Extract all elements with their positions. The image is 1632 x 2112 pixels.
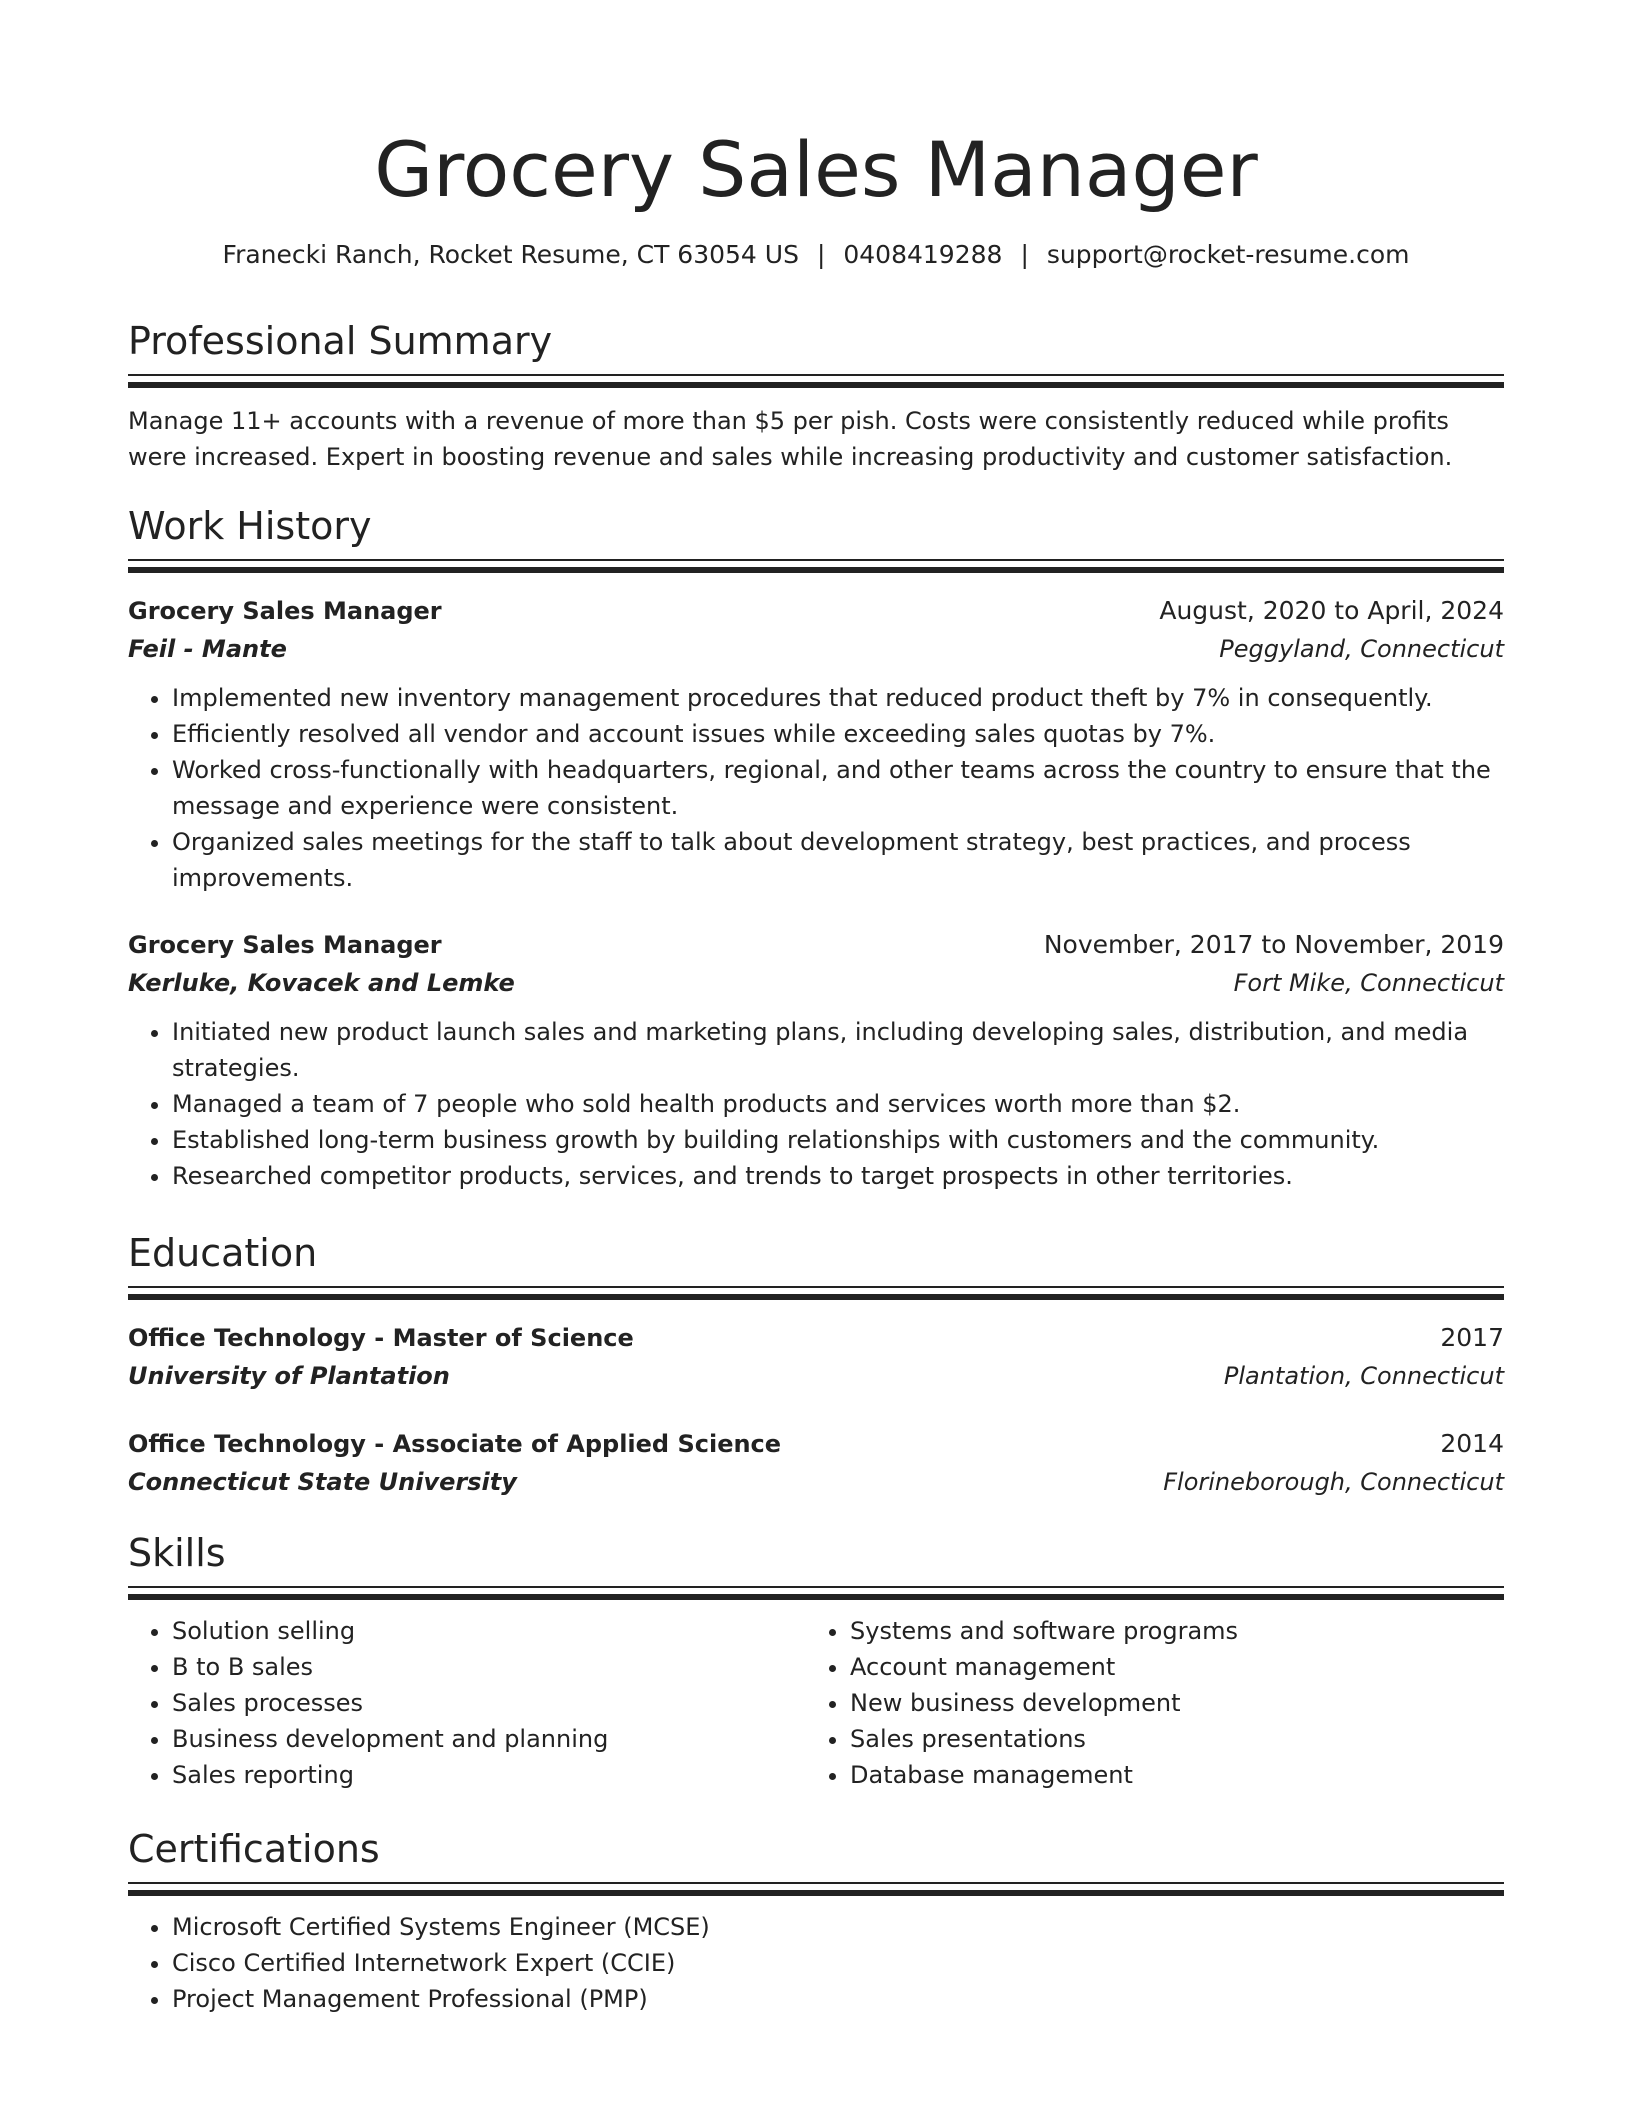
job-entry: [128, 592, 1504, 896]
summary-heading: Professional Summary: [128, 319, 553, 363]
job-title: Grocery Sales Manager: [128, 597, 442, 625]
education-location: Florineborough, Connecticut: [1163, 1468, 1504, 1496]
skill-item: • Sales processes: [172, 1685, 806, 1721]
skill-item: • Account management: [850, 1649, 1484, 1685]
skill-item: • Business development and planning: [172, 1721, 806, 1757]
education-school-row: [128, 1463, 1504, 1501]
skills-list-left: [128, 1613, 806, 1793]
resume-title: Grocery Sales Manager: [374, 125, 1258, 214]
section-divider: [128, 1286, 1504, 1301]
contact-email: support@rocket-resume.com: [1046, 240, 1410, 269]
job-entry: [128, 926, 1504, 1194]
skill-item: • Sales reporting: [172, 1757, 806, 1793]
skill-item: • Solution selling: [172, 1613, 806, 1649]
contact-address: Franecki Ranch, Rocket Resume, CT 63054 US: [222, 240, 799, 269]
skills-section: [128, 1528, 1504, 1793]
education-year: 2014: [1440, 1429, 1504, 1458]
skill-item: • Database management: [850, 1757, 1484, 1793]
summary-text: Manage 11+ accounts with a revenue of more than $5 per pish. Costs were consistently reduced while profits were increased. Expert in boosting revenue and sales while increasing productivity and customer satisfaction.: [128, 407, 1453, 471]
education-degree: Office Technology - Associate of Applied Science: [128, 1430, 782, 1458]
job-dates: November, 2017 to November, 2019: [1043, 930, 1504, 959]
job-bullet: • Researched competitor products, services, and trends to target prospects in other territories.: [172, 1158, 1504, 1194]
section-divider: [128, 559, 1504, 574]
job-bullet: • Managed a team of 7 people who sold health products and services worth more than $2.: [172, 1086, 1504, 1122]
skill-item: • B to B sales: [172, 1649, 806, 1685]
job-location: Fort Mike, Connecticut: [1233, 969, 1504, 997]
certification-item: • Microsoft Certified Systems Engineer (MCSE): [172, 1909, 1504, 1945]
job-bullets: [128, 680, 1504, 896]
job-location: Peggyland, Connecticut: [1219, 635, 1504, 663]
section-divider: [128, 374, 1504, 389]
job-title: Grocery Sales Manager: [128, 931, 442, 959]
work-history-section: [128, 501, 1504, 1194]
job-bullet: • Implemented new inventory management procedures that reduced product theft by 7% in consequently.: [172, 680, 1504, 716]
education-degree-row: [128, 1425, 1504, 1463]
education-school-row: [128, 1357, 1504, 1395]
contact-line: [128, 238, 1504, 272]
job-company-row: [128, 630, 1504, 668]
job-bullet: • Established long-term business growth by building relationships with customers and the community.: [172, 1122, 1504, 1158]
education-school: Connecticut State University: [128, 1468, 517, 1496]
skills-heading: Skills: [128, 1531, 226, 1575]
contact-phone: 0408419288: [843, 240, 1003, 269]
job-title-row: [128, 592, 1504, 630]
job-bullet: • Worked cross-functionally with headquarters, regional, and other teams across the country to ensure that the message and experience were consistent.: [172, 752, 1504, 824]
education-entry: [128, 1425, 1504, 1501]
skills-list-right: [806, 1613, 1484, 1793]
skill-item: • New business development: [850, 1685, 1484, 1721]
job-company: Kerluke, Kovacek and Lemke: [128, 969, 515, 997]
skill-item: • Sales presentations: [850, 1721, 1484, 1757]
job-company-row: [128, 964, 1504, 1002]
skills-grid: [128, 1613, 1504, 1793]
job-company: Feil - Mante: [128, 635, 287, 663]
education-school: University of Plantation: [128, 1362, 450, 1390]
section-divider: [128, 1882, 1504, 1897]
job-bullet: • Initiated new product launch sales and marketing plans, including developing sales, distribution, and media strategies.: [172, 1014, 1504, 1086]
education-year: 2017: [1440, 1323, 1504, 1352]
certification-item: • Project Management Professional (PMP): [172, 1981, 1504, 2017]
job-dates: August, 2020 to April, 2024: [1159, 596, 1504, 625]
section-divider: [128, 1586, 1504, 1601]
education-entry: [128, 1319, 1504, 1395]
job-title-row: [128, 926, 1504, 964]
certifications-section: [128, 1824, 1504, 2017]
certification-item: • Cisco Certified Internetwork Expert (CCIE): [172, 1945, 1504, 1981]
education-section: [128, 1228, 1504, 1501]
job-bullets: [128, 1014, 1504, 1194]
work-history-heading: Work History: [128, 504, 372, 548]
certifications-list: [128, 1909, 1504, 2017]
summary-section: [128, 316, 1504, 475]
job-bullet: • Efficiently resolved all vendor and account issues while exceeding sales quotas by 7%.: [172, 716, 1504, 752]
contact-separator: |: [1020, 240, 1029, 269]
skill-item: • Systems and software programs: [850, 1613, 1484, 1649]
education-degree: Office Technology - Master of Science: [128, 1324, 634, 1352]
certifications-heading: Certifications: [128, 1827, 380, 1871]
education-location: Plantation, Connecticut: [1223, 1362, 1504, 1390]
education-degree-row: [128, 1319, 1504, 1357]
education-heading: Education: [128, 1231, 318, 1275]
contact-separator: |: [816, 240, 826, 269]
job-bullet: • Organized sales meetings for the staff to talk about development strategy, best practices, and process improvements.: [172, 824, 1504, 896]
